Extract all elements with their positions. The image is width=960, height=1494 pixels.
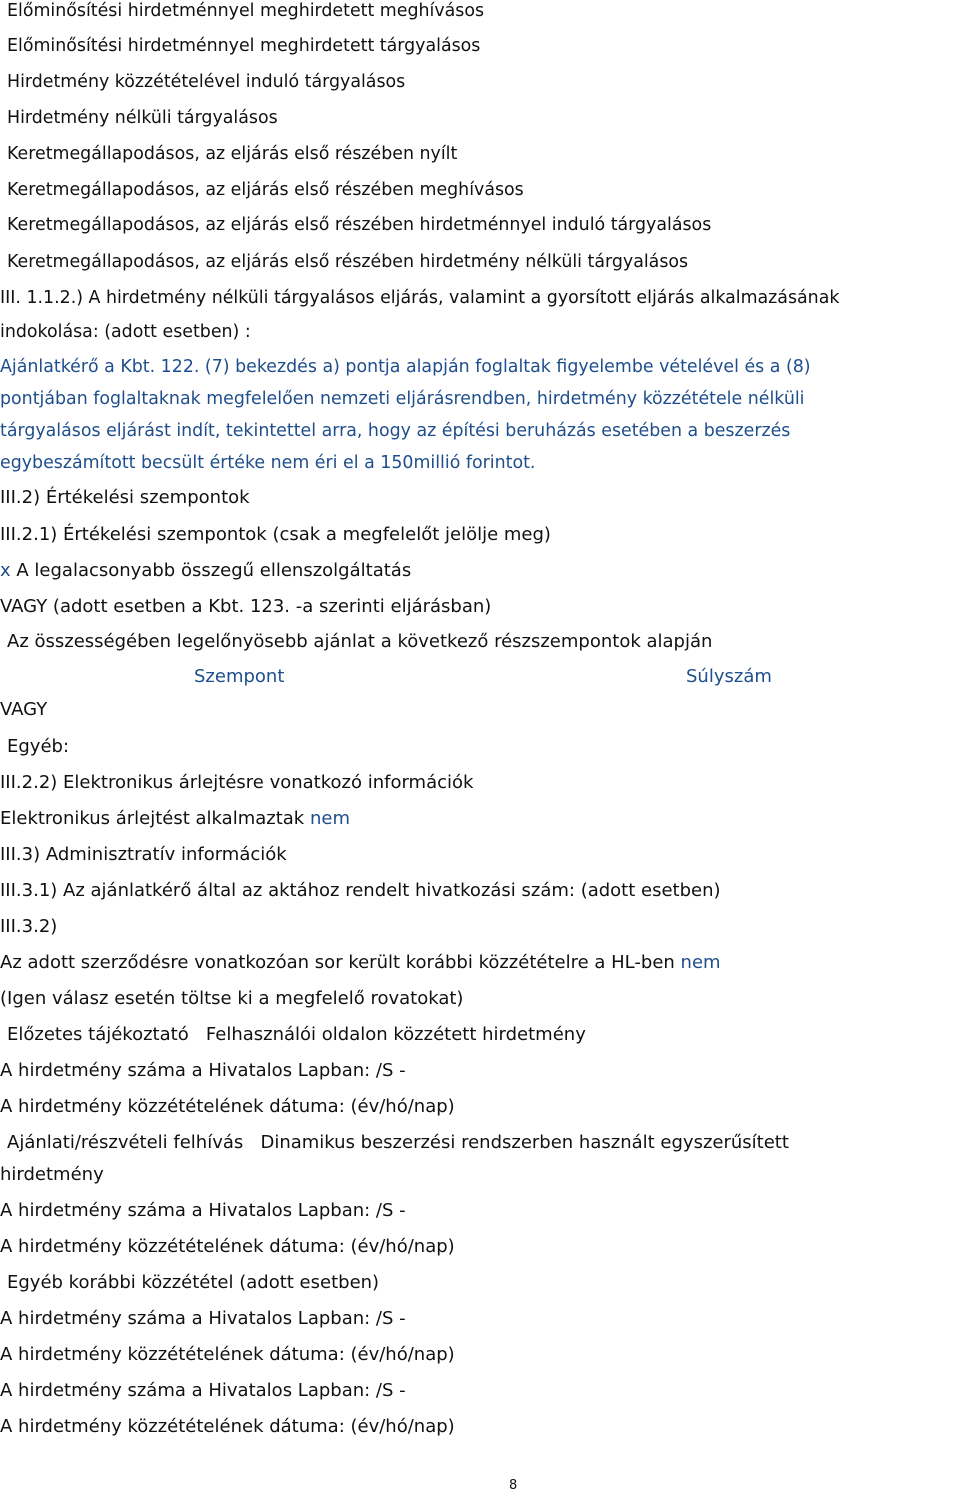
justification-heading-cont: indokolása: (adott esetben) :	[0, 322, 251, 342]
procedure-type-item: Keretmegállapodásos, az eljárás első részében hirdetménnyel induló tárgyalásos	[7, 215, 712, 235]
or-line: VAGY (adott esetben a Kbt. 123. -a szerinti eljárásban)	[0, 596, 492, 617]
prior-publication-heading: III.3.2)	[0, 916, 58, 937]
justification-text: egybeszámított becsült értéke nem éri el a 150millió forintot.	[0, 453, 536, 473]
procedure-type-item: Hirdetmény nélküli tárgyalásos	[7, 108, 278, 128]
auction-line	[0, 808, 350, 830]
notice-number-line: A hirdetmény száma a Hivatalos Lapban: /S -	[0, 1380, 406, 1401]
weight-column-header: Súlyszám	[686, 666, 772, 687]
other-prior-publication-label: Egyéb korábbi közzététel (adott esetben)	[7, 1272, 380, 1293]
notice-number-line: A hirdetmény száma a Hivatalos Lapban: /S -	[0, 1060, 406, 1081]
hint-line: (Igen válasz esetén töltse ki a megfelelő rovatokat)	[0, 988, 464, 1009]
other-label: Egyéb:	[7, 736, 70, 757]
dps-notice-label: Dinamikus beszerzési rendszerben használt egyszerűsített	[260, 1132, 789, 1153]
evaluation-subheading: III.2.1) Értékelési szempontok (csak a megfelelőt jelölje meg)	[0, 524, 551, 545]
procedure-type-item: Keretmegállapodásos, az eljárás első részében hirdetmény nélküli tárgyalásos	[7, 252, 689, 272]
criterion-column-header: Szempont	[194, 666, 285, 687]
prior-publication-answer: nem	[680, 952, 721, 973]
procedure-type-item: Keretmegállapodásos, az eljárás első részében meghívásos	[7, 180, 524, 200]
or-label: VAGY	[0, 699, 48, 720]
notice-types-line	[7, 1024, 586, 1046]
dps-notice-label-cont: hirdetmény	[0, 1164, 104, 1185]
auction-heading: III.2.2) Elektronikus árlejtésre vonatkozó információk	[0, 772, 474, 793]
notice-number-line: A hirdetmény száma a Hivatalos Lapban: /S -	[0, 1308, 406, 1329]
admin-heading: III.3) Adminisztratív információk	[0, 844, 287, 865]
notice-number-line: A hirdetmény száma a Hivatalos Lapban: /S -	[0, 1200, 406, 1221]
prior-info-notice-label: Előzetes tájékoztató	[7, 1024, 189, 1045]
evaluation-heading: III.2) Értékelési szempontok	[0, 487, 250, 508]
lowest-price-label: A legalacsonyabb összegű ellenszolgáltatás	[16, 560, 412, 581]
procedure-type-item: Előminősítési hirdetménnyel meghirdetett tárgyalásos	[7, 36, 481, 56]
auction-question: Elektronikus árlejtést alkalmaztak	[0, 808, 305, 829]
page-number: 8	[509, 1478, 518, 1493]
justification-text: tárgyalásos eljárást indít, tekintettel arra, hogy az építési beruházás esetében a beszerzés	[0, 421, 791, 441]
best-value-option: Az összességében legelőnyösebb ajánlat a következő részszempontok alapján	[7, 631, 713, 652]
notice-date-line: A hirdetmény közzétételének dátuma: (év/hó/nap)	[0, 1096, 455, 1117]
procedure-type-item: Keretmegállapodásos, az eljárás első részében nyílt	[7, 144, 458, 164]
notice-date-line: A hirdetmény közzétételének dátuma: (év/hó/nap)	[0, 1416, 455, 1437]
notice-date-line: A hirdetmény közzétételének dátuma: (év/hó/nap)	[0, 1236, 455, 1257]
reference-number-line: III.3.1) Az ajánlatkérő által az aktához rendelt hivatkozási szám: (adott esetben)	[0, 880, 721, 901]
justification-text: Ajánlatkérő a Kbt. 122. (7) bekezdés a) pontja alapján foglaltak figyelembe vételével és a (8)	[0, 357, 811, 377]
procedure-type-item: Előminősítési hirdetménnyel meghirdetett meghívásos	[7, 1, 485, 21]
justification-text: pontjában foglaltaknak megfelelően nemzeti eljárásrendben, hirdetmény közzététele nélküli	[0, 389, 805, 409]
lowest-price-option	[0, 560, 411, 582]
prior-publication-line	[0, 952, 721, 974]
contract-notice-line	[7, 1132, 789, 1154]
auction-answer: nem	[309, 808, 350, 829]
prior-publication-question: Az adott szerződésre vonatkozóan sor került korábbi közzétételre a HL-ben	[0, 952, 675, 973]
buyer-profile-notice-label: Felhasználói oldalon közzétett hirdetmény	[205, 1024, 586, 1045]
selected-mark: x	[0, 560, 11, 581]
justification-heading: III. 1.1.2.) A hirdetmény nélküli tárgyalásos eljárás, valamint a gyorsított eljárás alkalmazásának	[0, 288, 840, 308]
procedure-type-item: Hirdetmény közzétételével induló tárgyalásos	[7, 72, 406, 92]
contract-notice-label: Ajánlati/részvételi felhívás	[7, 1132, 244, 1153]
notice-date-line: A hirdetmény közzétételének dátuma: (év/hó/nap)	[0, 1344, 455, 1365]
